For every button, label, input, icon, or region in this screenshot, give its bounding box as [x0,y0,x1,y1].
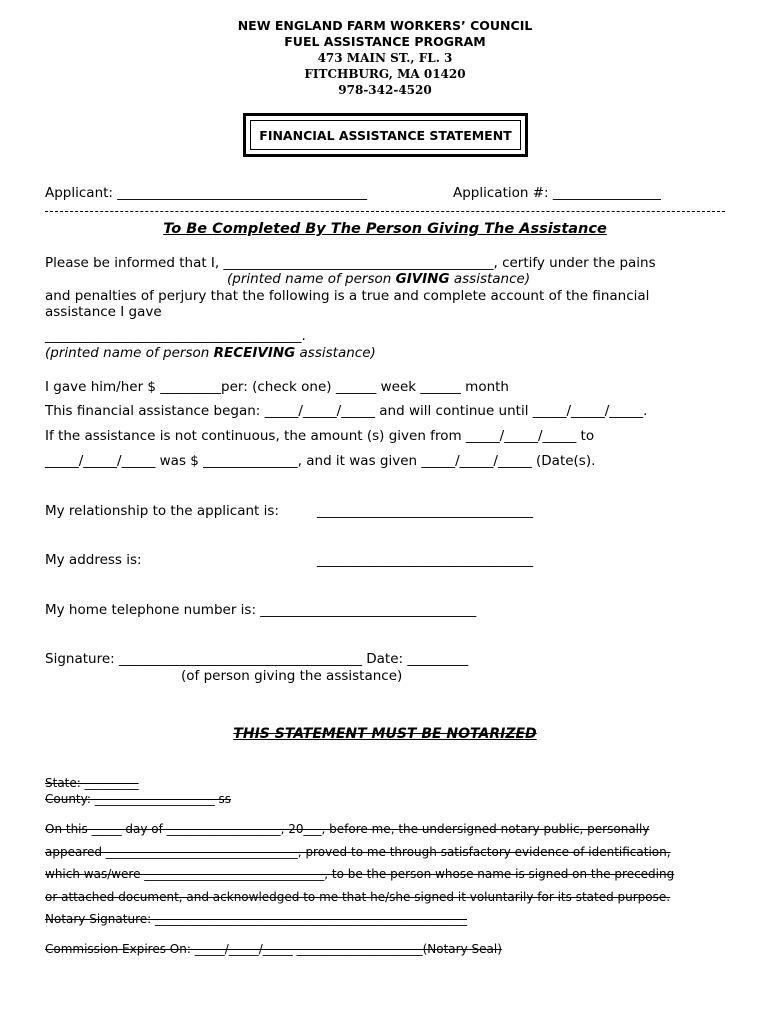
signature-date-field[interactable]: Signature: ____________________________________ Date: _________ [45,651,469,667]
form-title-box [243,113,528,157]
cut-line-divider [45,211,725,212]
notary-county-field[interactable]: County: ____________________ ss [45,792,232,806]
receiver-name-field[interactable]: ______________________________________. [45,328,306,344]
non-continuous-amount-field[interactable]: _____/_____/_____ was $ ______________, and it was given _____/_____/_____ (Date(s). [45,453,596,469]
org-name: NEW ENGLAND FARM WORKERS’ COUNCIL [237,18,533,33]
program-name: FUEL ASSISTANCE PROGRAM [284,34,486,49]
city-address: FITCHBURG, MA 01420 [304,67,466,81]
certify-text-line2: and penalties of perjury that the following is a true and complete account of the financial [45,288,650,304]
street-address: 473 MAIN ST., FL. 3 [317,51,453,65]
address-label: My address is: [45,552,142,568]
receiver-name-hint: (printed name of person RECEIVING assistance) [45,345,376,361]
notary-text-line3[interactable]: which was/were ______________________________, to be the person whose name is signed on the preceding [45,867,675,881]
notary-text-line1[interactable]: On this _____ day of ___________________, 20___, before me, the undersigned notary public, personally [45,822,650,836]
amount-frequency-field[interactable]: I gave him/her $ _________per: (check one) ______ week ______ month [45,379,509,395]
phone-number: 978-342-4520 [338,83,432,97]
notary-text-line2[interactable]: appeared ________________________________, proved to me through satisfactory evidence of identification, [45,845,671,859]
non-continuous-from-field[interactable]: If the assistance is not continuous, the amount (s) given from _____/_____/_____ to [45,428,595,444]
address-field[interactable]: ________________________________ [317,552,533,568]
notary-signature-field[interactable]: Notary Signature: ____________________________________________________ [45,912,467,926]
application-number-field[interactable]: Application #: ________________ [453,185,661,201]
giver-name-hint: (printed name of person GIVING assistance) [227,271,531,287]
relationship-field[interactable]: ________________________________ [317,503,533,519]
section-title: To Be Completed By The Person Giving The Assistance [163,221,607,237]
signature-hint: (of person giving the assistance) [181,668,403,684]
notarized-title: THIS STATEMENT MUST BE NOTARIZED [233,726,537,742]
certify-text-line3: assistance I gave [45,304,162,320]
relationship-label: My relationship to the applicant is: [45,503,279,519]
applicant-field[interactable]: Applicant: _____________________________________ [45,185,368,201]
form-title: FINANCIAL ASSISTANCE STATEMENT [250,120,521,150]
commission-expires-field[interactable]: Commission Expires On: _____/_____/_____ _____________________(Notary Seal) [45,942,502,956]
giver-name-field[interactable]: Please be informed that I, ________________________________________, certify under the pains [45,255,656,271]
assistance-dates-field[interactable]: This financial assistance began: _____/_____/_____ and will continue until _____/_____/_____. [45,403,648,419]
notary-text-line4: or attached document, and acknowledged to me that he/she signed it voluntarily for its stated purpose. [45,890,671,904]
notary-state-field[interactable]: State: _________ [45,776,139,790]
home-phone-field[interactable]: My home telephone number is: ________________________________ [45,602,477,618]
